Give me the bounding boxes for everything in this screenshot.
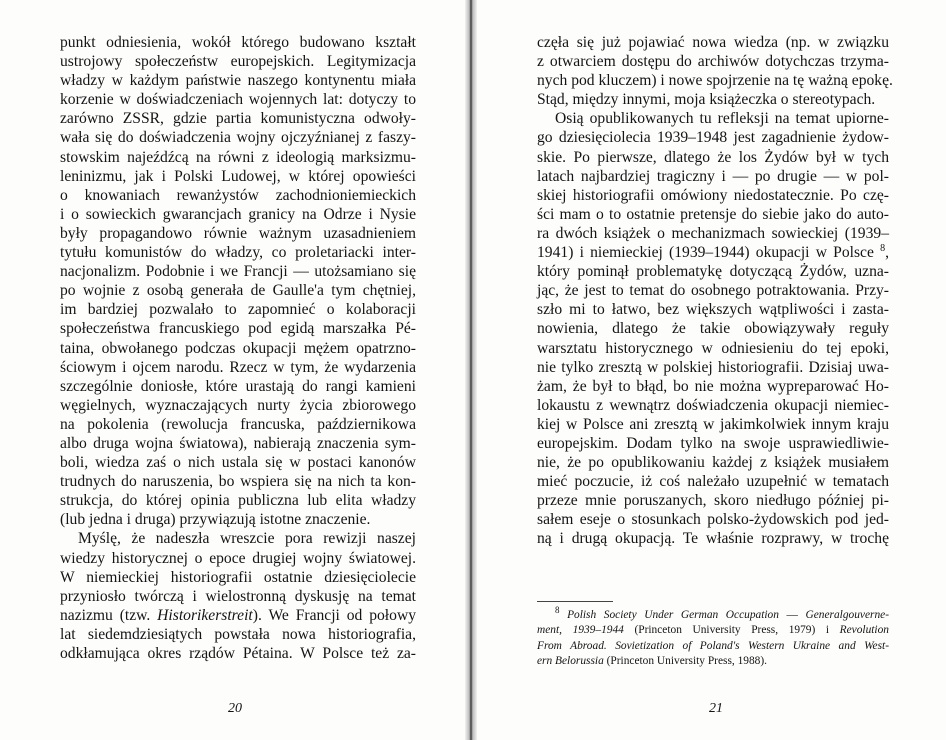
body-line: o knowaniach rewanżystów zachodnioniemieckich [60, 186, 416, 204]
body-line: albo druga wojna światowa), nabierają znaczenia sym- [60, 434, 416, 452]
body-line: jąc, że jest to temat do osobnego potraktowania. Przy- [537, 282, 889, 300]
body-line: skiej historiografii omówiony niedostatecznie. Po czę- [537, 186, 889, 204]
body-line: częła się już pojawiać nowa wiedza (np. w związku [537, 34, 889, 51]
body-line: punkt odniesienia, wokół którego budowano kształt [60, 34, 416, 51]
right-paragraph-2-continued [537, 262, 889, 548]
body-line: wała się do doświadczenia wojny ojczyźnianej z faszy- [60, 129, 416, 147]
footnote-divider [537, 601, 613, 602]
body-line: W niemieckiej historiografii ostatnie dziesięciolecie [60, 568, 416, 586]
body-line: ściowym i ojcem narodu. Rzecz w tym, że wydarzenia [60, 358, 416, 376]
body-line: i o sowieckich gwarancjach granicy na Odrze i Nysie [60, 205, 416, 223]
body-line: po wojnie z osobą generała de Gaulle'a tym chętniej, [60, 282, 416, 300]
body-line: lat siedemdziesiątych powstała nowa historiografia, [60, 625, 416, 643]
body-line: skie. Po pierwsze, dlatego że los Żydów był w tych [537, 148, 889, 166]
body-line: na pokolenia (rewolucja francuska, październikowa [60, 415, 416, 433]
body-line: przeze mnie poruszanych, skoro niedługo później pi- [537, 492, 889, 510]
body-line: mieć poczucie, iż coś należało uzupełnić w tematach [537, 473, 889, 491]
body-line: trudnych do naruszenia, bo wspiera się na nich ta kon- [60, 473, 416, 491]
right-page-body [537, 33, 893, 549]
left-page-body [60, 33, 416, 663]
page-number: 21 [709, 701, 723, 716]
body-line: Osią opublikowanych tu refleksji na temat upiorne- [555, 110, 889, 128]
body-line: (lub jedna i druga) przywiązują istotne znaczenie. [60, 511, 371, 529]
left-paragraph-2-tail [60, 625, 416, 663]
body-line: boli, wiedza zaś o nich ustala się w postaci kanonów [60, 454, 416, 472]
body-line: Stąd, między innymi, moja książeczka o stereotypach. [537, 91, 876, 109]
body-line: strukcja, do której opinia publiczna lub elita władzy [60, 492, 416, 510]
body-line: nacjonalizm. Podobnie i we Francji — utożsamiano się [60, 263, 416, 281]
body-line: zarówno ZSSR, gdzie partia komunistyczna odwoły- [60, 110, 416, 128]
body-line: sałem eseje o stosunkach polsko-żydowskich pod jed- [537, 511, 889, 529]
body-line: stowskim najeźdźcą na równi z ideologią marksizmu- [60, 148, 416, 166]
body-line: ną i drugą okupacją. Te właśnie rozprawy, w trochę [537, 530, 889, 548]
body-line: europejskim. Dodam tylko na swoje usprawiedliwie- [537, 434, 889, 452]
body-line: nie tylko zresztą w polskiej historiografii. Dzisiaj uwa- [537, 358, 889, 376]
page-number: 20 [228, 701, 242, 716]
body-line: lokaustu z wewnątrz doświadczenia okupacji niemiec- [537, 396, 889, 414]
body-line: z otwarciem dostępu do archiwów dotychczas trzyma- [537, 53, 889, 71]
body-line: ści mam o to ostatnie pretensje do siebie jako do auto- [537, 205, 889, 223]
right-page [475, 0, 946, 740]
body-line: szło mi to łatwo, bez większych wątpliwości i zasta- [537, 301, 889, 319]
left-paragraph-2 [60, 529, 416, 605]
body-line: leninizmu, jak i Polski Ludowej, w której opowieści [60, 167, 416, 185]
left-paragraph-1 [60, 33, 416, 529]
body-line: społeczeństwa francuskiego pod egidą marszałka Pé- [60, 320, 416, 338]
left-page [0, 0, 470, 740]
body-line: ra dwóch książek o mechanizmach sowieckiej (1939– [537, 224, 889, 242]
body-line: nowienia, dlatego że takie obowiązywały reguły [537, 320, 889, 338]
footnote-line: ern Belorussia (Princeton University Press, 1988). [537, 655, 768, 668]
body-line: ustrojowy społeczeństw europejskich. Legitymizacja [60, 53, 416, 71]
body-line: kiej w Polsce ani zresztą w jakimkolwiek innym kraju [537, 415, 889, 433]
body-line: taina, obwołanego podczas okupacji mężem opatrzno- [60, 339, 416, 357]
body-line: nazizmu (tzw. Historikerstreit). We Francji od połowy [60, 606, 416, 624]
body-line: były propagandowo równie ważnym uzasadnieniem [60, 224, 416, 242]
right-paragraph-2 [537, 109, 889, 243]
footnote-line: $^8$ Polish Society Under German Occupation — Generalgouverne- [555, 605, 889, 621]
footnote [537, 605, 889, 670]
body-line: korzenie w doświadczeniach wojennych lat: dotyczy to [60, 91, 416, 109]
body-line: żam, że był to błąd, bo nie można wypreparować Ho- [537, 377, 889, 395]
footnote-line: From Abroad. Sovietization of Poland's Western Ukraine and West- [537, 639, 889, 652]
body-line: władzy w każdym państwie naszego kontynentu miała [60, 72, 416, 90]
right-paragraph-1 [537, 33, 893, 109]
body-line: 1941) i niemieckiej (1939–1944) okupacji w Polsce $^8$, [537, 242, 889, 262]
body-line: odkłamująca okres rządów Pétaina. W Polsce też za- [60, 645, 416, 662]
body-line: im bardziej pozwalało to zapomnieć o kolaboracji [60, 301, 416, 319]
footnote-mark: 8 [555, 605, 560, 616]
body-line: który pominął problematykę dotyczącą Żydów, uzna- [537, 263, 889, 281]
body-line: węgielnych, wyznaczających nurty życia zbiorowego [60, 396, 416, 414]
body-line: wiedzy historycznej o epoce drugiej wojny światowej. [60, 549, 416, 567]
footnote-line: ment, 1939–1944 (Princeton University Press, 1979) i Revolution [537, 624, 889, 637]
body-line: nie, że po opublikowaniu każdej z książek musiałem [537, 454, 889, 472]
body-line: tytułu komunistów do władzy, co proletariacki inter- [60, 244, 416, 262]
body-line: Myślę, że nadeszła wreszcie pora rewizji naszej [78, 530, 416, 548]
body-line: latach najbardziej tragiczny i — po drugie — w pol- [537, 167, 889, 185]
body-line: warsztatu historycznego w odniesieniu do tej epoki, [537, 339, 889, 357]
body-line: szczególnie doniosłe, które urastają do rangi kamieni [60, 377, 416, 395]
body-line: przyniosło twórczą i wielostronną dyskusję na temat [60, 587, 416, 605]
footnote-reference: 8 [880, 242, 886, 254]
body-line: nych pod kluczem) i nowe spojrzenie na tę ważną epokę. [537, 72, 893, 90]
body-line: go dziesięciolecia 1939–1948 jest zagadnienie żydow- [537, 129, 889, 147]
